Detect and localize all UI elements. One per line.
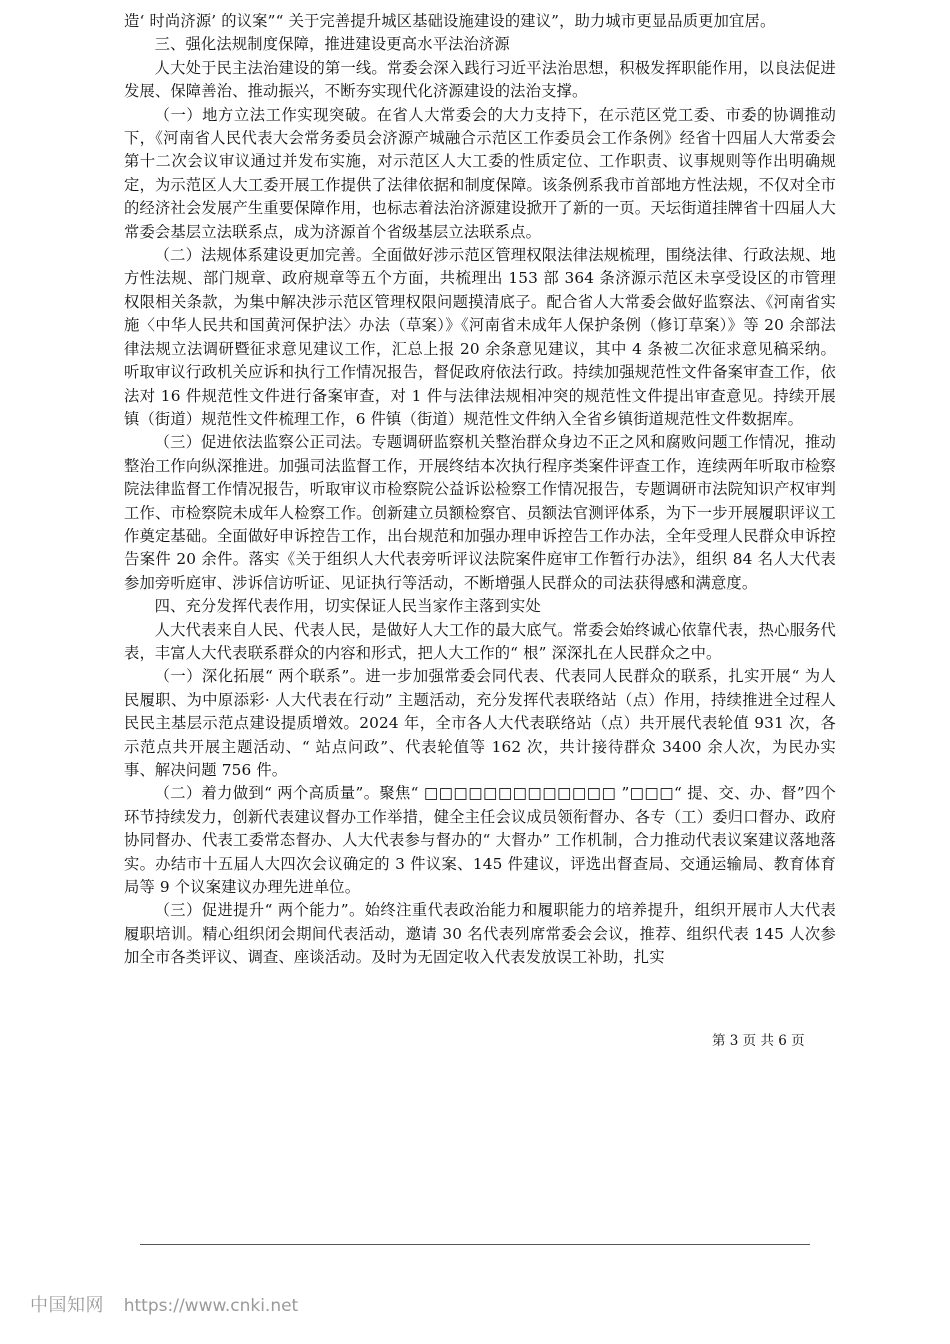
paragraph: （二）法规体系建设更加完善。全面做好涉示范区管理权限法律法规梳理，围绕法律、行政法规、地方性法规、部门规章、政府规章等五个方面，共梳理出 153 部 364 条济源示范区未享受设区的市管理权限相关条款，为集中解决涉示范区管理权限问题摸清底子。配合省人大常委会做好监察法、《河南省实施〈中华人民共和国黄河保护法〉办法（草案）》《河南省未成年人保护条例（修订草案）》等 20 余部法律法规立法调研暨征求意见建议工作，汇总上报 20 余条意见建议，其中 4 条被二次征求意见稿采纳。听取审议行政机关应诉和执行工作情况报告，督促政府依法行政。持续加强规范性文件备案审查工作，依法对 16 件规范性文件进行备案审查，对 1 件与法律法规相冲突的规范性文件提出审查意见。持续开展镇（街道）规范性文件梳理工作，6 件镇（街道）规范性文件纳入全省乡镇街道规范性文件数据库。 (124, 246, 836, 428)
paragraph: （三）促进依法监察公正司法。专题调研监察机关整治群众身边不正之风和腐败问题工作情况，推动整治工作向纵深推进。加强司法监督工作，开展终结本次执行程序类案件评查工作，连续两年听取市检察院法律监督工作情况报告，听取审议市检察院公益诉讼检察工作情况报告，专题调研市法院知识产权审判工作、市检察院未成年人检察工作。创新建立员额检察官、员额法官测评体系，为下一步开展履职评议工作奠定基础。全面做好申诉控告工作，出台规范和加强办理申诉控告工作办法，全年受理人民群众申诉控告案件 20 余件。落实《关于组织人大代表旁听评议法院案件庭审工作暂行办法》，组织 84 名人大代表参加旁听庭审、涉诉信访听证、见证执行等活动，不断增强人民群众的司法获得感和满意度。 (124, 433, 836, 592)
paragraph: （一）地方立法工作实现突破。在省人大常委会的大力支持下，在示范区党工委、市委的协调推动下，《河南省人民代表大会常务委员会济源产城融合示范区工作委员会工作条例》经省十四届人大常委会第十二次会议审议通过并发布实施，对示范区人大工委的性质定位、工作职责、议事规则等作出明确规定，为示范区人大工委开展工作提供了法律依据和制度保障。该条例系我市首部地方性法规，不仅对全市的经济社会发展产生重要保障作用，也标志着法治济源建设掀开了新的一页。天坛街道挂牌省十四届人大常委会基层立法联系点，成为济源首个省级基层立法联系点。 (124, 105, 836, 241)
watermark-url: https://www.cnki.net (123, 1296, 299, 1316)
footer-divider (140, 1244, 810, 1245)
section-heading: 四、充分发挥代表作用，切实保证人民当家作主落到实处 (154, 597, 541, 616)
document-body (124, 10, 836, 970)
paragraph: 人大处于民主法治建设的第一线。常委会深入践行习近平法治思想，积极发挥职能作用，以良法促进发展、保障善治、推动振兴，不断夯实现代化济源建设的法治支撑。 (124, 58, 836, 101)
paragraph: （二）着力做到“ 两个高质量”。聚焦“ □□□□□□□□□□□□□ ”□□□“ 提、交、办、督”四个环节持续发力，创新代表建议督办工作举措，健全主任会议成员领衔督办、各专（工）委归口督办、政府协同督办、代表工委常态督办、人大代表参与督办的“ 大督办” 工作机制，合力推动代表议案建议落地落实。办结市十五届人大四次会议确定的 3 件议案、145 件建议，评选出督查局、交通运输局、教育体育局等 9 个议案建议办理先进单位。 (124, 784, 836, 897)
paragraph: 造‘ 时尚济源’ 的议案”“ 关于完善提升城区基础设施建设的建议”，助力城市更显品质更加宜居。 (124, 12, 776, 30)
watermark (30, 1294, 298, 1318)
section-heading: 三、强化法规制度保障，推进建设更高水平法治济源 (154, 35, 510, 54)
watermark-brand: 中国知网 (30, 1295, 104, 1316)
paragraph: 人大代表来自人民、代表人民，是做好人大工作的最大底气。常委会始终诚心依靠代表，热心服务代表，丰富人大代表联系群众的内容和形式，把人大工作的“ 根” 深深扎在人民群众之中。 (124, 620, 836, 662)
paragraph: （一）深化拓展“ 两个联系”。进一步加强常委会同代表、代表同人民群众的联系，扎实开展“ 为人民履职、为中原添彩· 人大代表在行动” 主题活动，充分发挥代表联络站（点）作用，持续推进全过程人民民主基层示范点建设提质增效。2024 年，全市各人大代表联络站（点）共开展代表轮值 931 次，各示范点共开展主题活动、“ 站点问政”、代表轮值等 162 次，共计接待群众 3400 余人次，为民办实事、解决问题 756 件。 (124, 667, 836, 779)
paragraph: （三）促进提升“ 两个能力”。始终注重代表政治能力和履职能力的培养提升，组织开展市人大代表履职培训。精心组织闭会期间代表活动，邀请 30 名代表列席常委会会议，推荐、组织代表 145 人次参加全市各类评议、调查、座谈活动。及时为无固定收入代表发放误工补助，扎实 (124, 901, 836, 967)
page-number: 第 3 页 共 6 页 (712, 1033, 805, 1049)
